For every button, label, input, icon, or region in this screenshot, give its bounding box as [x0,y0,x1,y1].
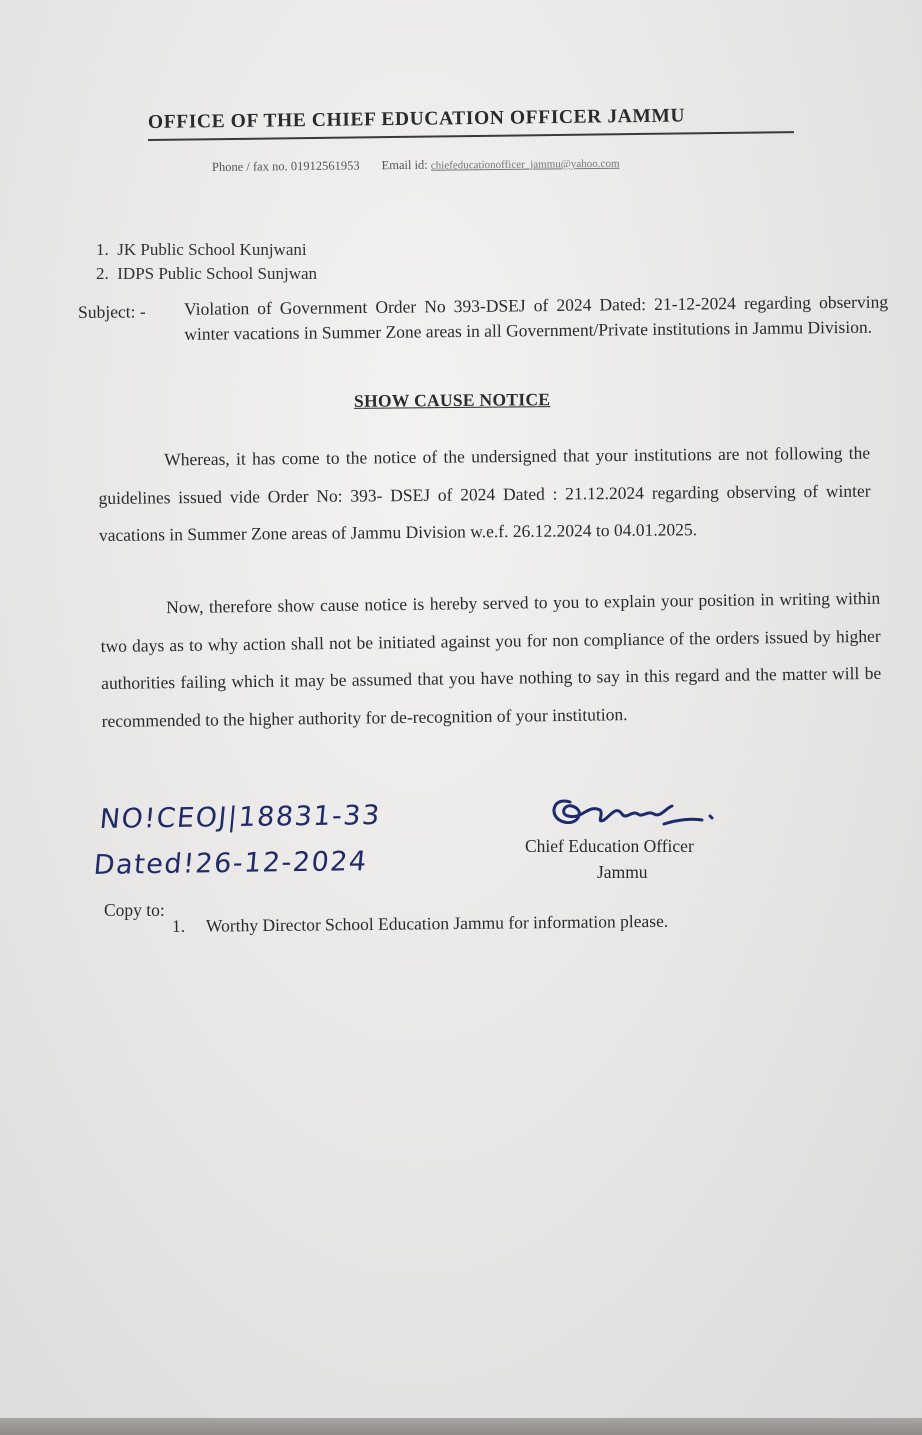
handwritten-reference-number: NO!CEOJ|18831-33 [98,800,383,835]
addressee-number: 1. [96,240,109,259]
paragraph-text: Whereas, it has come to the notice of the undersigned that your institutions are not following the guidelines issued vide Order No: 393- DSEJ of 2024 Dated : 21.12.2024 regarding observing of winter vacations in Summer Zone areas of Jammu Division w.e.f. 26.12.2024 to 04.01.2025. [98,442,871,545]
signature [542,784,722,844]
paragraph-now-therefore [100,580,882,740]
addressee-item [96,240,307,260]
copy-to-label: Copy to: [104,900,165,920]
addressee-name: IDPS Public School Sunjwan [117,264,318,283]
notice-title: SHOW CAUSE NOTICE [353,389,551,411]
paragraph-whereas [98,435,871,555]
copy-to-item [172,911,668,937]
subject-label: Subject: - [78,301,146,322]
addressee-name: JK Public School Kunjwani [117,240,307,259]
subject-block [78,291,889,344]
addressee-item [96,264,317,284]
contact-line [212,156,620,175]
page-bottom-edge [0,1418,922,1435]
copy-item-text: Worthy Director School Education Jammu for information please. [205,910,669,936]
subject-text: Violation of Government Order No 393-DSEJ of 2024 Dated: 21-12-2024 regarding observing winter vacations in Summer Zone areas in all Government/Private institutions in Jammu Division. [183,291,889,344]
email-label: Email id: [381,157,428,173]
phone-fax: Phone / fax no. 01912561953 [211,158,360,174]
copy-item-number: 1. [171,915,186,936]
office-title: OFFICE OF THE CHIEF EDUCATION OFFICER JAMMU [147,105,686,133]
signatory-designation: Chief Education Officer [525,836,694,856]
handwritten-date: Dated!26-12-2024 [92,846,370,881]
addressee-number: 2. [96,264,109,283]
signatory-place: Jammu [597,862,648,882]
email-address: chiefeducationofficer_jammu@yahoo.com [430,157,620,172]
paragraph-text: Now, therefore show cause notice is hereby served to you to explain your position in writing within two days as to why action shall not be initiated against you for non compliance of the orders issued by higher authorities failing which it may be assumed that you have nothing to say in this regard and the matter will be recommended to the higher authority for de-recognition of your institution. [100,587,882,731]
